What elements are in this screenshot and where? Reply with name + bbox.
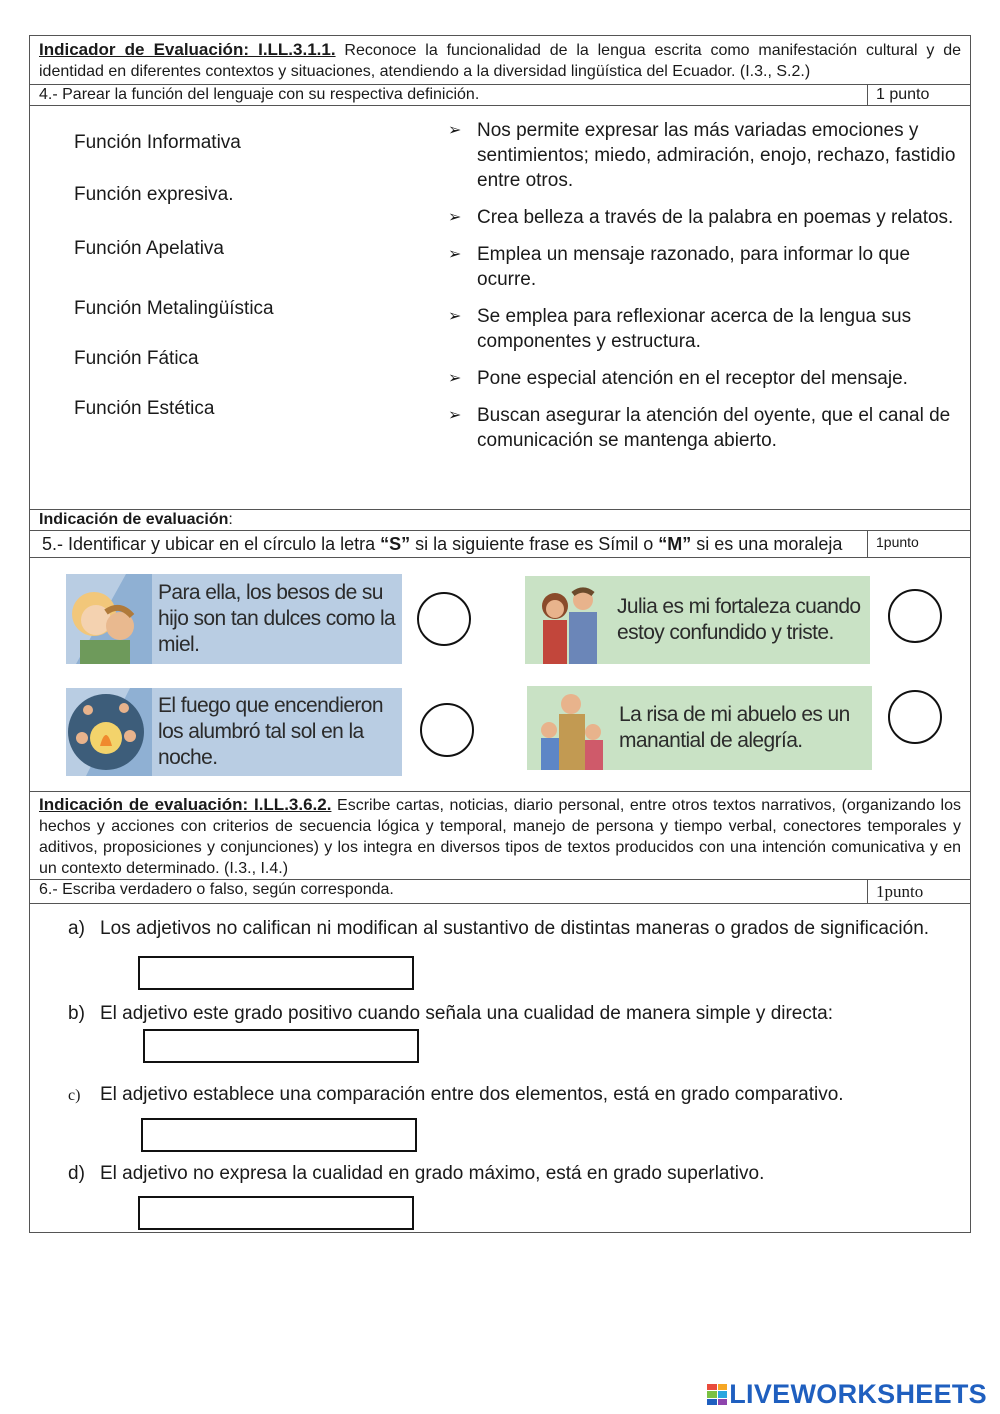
card-text: La risa de mi abuelo es un manantial de alegría. — [619, 703, 850, 752]
indicator-3 — [29, 792, 971, 880]
q5-header — [29, 531, 971, 558]
simile-card — [66, 688, 402, 776]
arrow-bullet-icon: ➢ — [448, 246, 462, 263]
definition-item[interactable]: ➢ Nos permite expresar las más variadas emociones y sentimientos; miedo, admiración, enojo, rechazo, fastidio entre otros. — [448, 120, 956, 191]
indicator-1-text: Reconoce la funcionalidad de la lengua escrita como manifestación cultural y de identidad en diferentes contextos y situaciones, atendiendo a la diversidad lingüística del Ecuador. (I.3., S.2.) — [39, 42, 962, 80]
statement-item: d) El adjetivo no expresa la cualidad en grado máximo, está en grado superlativo. — [68, 1163, 765, 1184]
grandfather-illustration — [527, 686, 613, 770]
simile-card — [66, 574, 402, 664]
q6-true-false-area — [29, 904, 971, 1233]
q4-points: 1 punto — [867, 85, 970, 105]
arrow-bullet-icon: ➢ — [448, 122, 462, 139]
q4-header — [29, 85, 971, 106]
statement-item: a) Los adjetivos no califican ni modifican al sustantivo de distintas maneras o grados de significación. — [68, 918, 930, 939]
function-item[interactable]: Función expresiva. — [74, 184, 234, 205]
card-text: El fuego que encendieron los alumbró tal sol en la noche. — [158, 694, 383, 769]
function-item[interactable]: Función Informativa — [74, 132, 241, 153]
q5-cards-area — [29, 558, 971, 792]
mother-son-illustration — [66, 574, 152, 664]
definition-item[interactable]: ➢ Emplea un mensaje razonado, para informar lo que ocurre. — [448, 244, 911, 290]
arrow-bullet-icon: ➢ — [448, 209, 462, 226]
indicator-3-text: Escribe cartas, noticias, diario personal, entre otros textos narrativos, (organizando los hechos y acciones con criterios de secuencia lógica y temporal, manejo de persona y tiempo verbal, conectores temporales y aditivos, proposiciones y conjunciones) y los integra en diversos tipos de textos producidos con una intención comunicativa y en un contexto determinado. (I.3., I.4.) — [39, 797, 961, 877]
logo-grid-icon — [707, 1384, 727, 1406]
function-item[interactable]: Función Apelativa — [74, 238, 224, 259]
brand-wordmark: LIVEWORKSHEETS — [729, 1379, 987, 1409]
answer-box[interactable] — [141, 1118, 417, 1152]
q4-matching-area — [29, 106, 971, 510]
q5-points: 1punto — [867, 531, 970, 557]
couple-illustration — [525, 576, 611, 664]
definition-item[interactable]: ➢ Se emplea para reflexionar acerca de la lengua sus componentes y estructura. — [448, 306, 912, 352]
indicator-2-label: Indicación de evaluación — [39, 511, 229, 528]
definition-item[interactable]: ➢ Crea belleza a través de la palabra en poemas y relatos. — [448, 207, 954, 228]
q6-prompt: 6.- Escriba verdadero o falso, según corresponda. — [39, 881, 394, 898]
q6-points: 1punto — [867, 880, 970, 903]
answer-circle[interactable] — [888, 690, 942, 744]
simile-card — [525, 576, 870, 664]
simile-card — [527, 686, 872, 770]
indicator-3-code: Indicación de evaluación: I.LL.3.6.2. — [39, 795, 332, 814]
function-item[interactable]: Función Fática — [74, 348, 199, 369]
answer-box[interactable] — [138, 956, 414, 990]
answer-circle[interactable] — [420, 703, 474, 757]
function-item[interactable]: Función Metalingüística — [74, 298, 274, 319]
definition-item[interactable]: ➢ Pone especial atención en el receptor del mensaje. — [448, 368, 908, 389]
answer-circle[interactable] — [888, 589, 942, 643]
campfire-illustration — [66, 688, 152, 776]
q5-prompt: 5.- Identificar y ubicar en el círculo la letra “S” si la siguiente frase es Símil o “M” si es una moraleja — [42, 534, 843, 554]
indicator-2: Indicación de evaluación: — [29, 510, 971, 531]
indicator-1 — [29, 35, 971, 85]
definitions-list — [448, 118, 958, 465]
q4-prompt: 4.- Parear la función del lenguaje con su respectiva definición. — [39, 86, 480, 103]
function-item[interactable]: Función Estética — [74, 398, 215, 419]
arrow-bullet-icon: ➢ — [448, 308, 462, 325]
indicator-1-code: Indicador de Evaluación: I.LL.3.1.1. — [39, 40, 336, 59]
answer-box[interactable] — [138, 1196, 414, 1230]
arrow-bullet-icon: ➢ — [448, 370, 462, 387]
liveworksheets-logo — [707, 1379, 987, 1410]
worksheet — [29, 35, 971, 1233]
q6-header — [29, 880, 971, 904]
card-text: Para ella, los besos de su hijo son tan dulces como la miel. — [158, 581, 396, 656]
statement-item: c) El adjetivo establece una comparación entre dos elementos, está en grado comparativo. — [68, 1084, 844, 1105]
answer-box[interactable] — [143, 1029, 419, 1063]
statement-item: b) El adjetivo este grado positivo cuando señala una cualidad de manera simple y directa: — [68, 1003, 834, 1024]
definition-item[interactable]: ➢ Buscan asegurar la atención del oyente, que el canal de comunicación se mantenga abierto. — [448, 405, 951, 451]
answer-circle[interactable] — [417, 592, 471, 646]
card-text: Julia es mi fortaleza cuando estoy confundido y triste. — [617, 595, 861, 644]
arrow-bullet-icon: ➢ — [448, 407, 462, 424]
